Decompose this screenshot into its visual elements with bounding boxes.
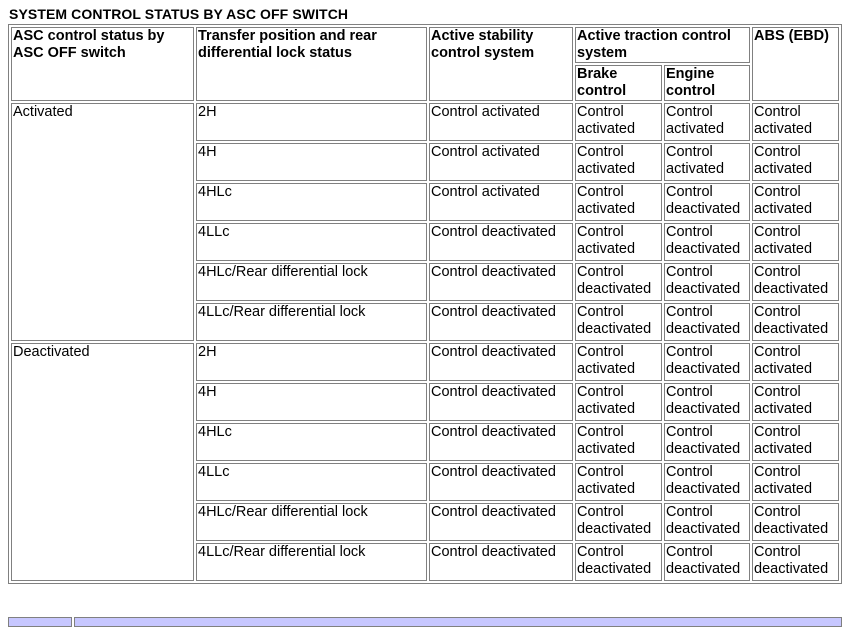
- engine-cell: Control deactivated: [664, 383, 750, 421]
- transfer-cell: 4HLc/Rear differential lock: [196, 503, 427, 541]
- table-row: [11, 343, 839, 381]
- stability-cell: Control deactivated: [429, 543, 573, 581]
- brake-cell: Control deactivated: [575, 503, 662, 541]
- abs-cell: Control activated: [752, 143, 839, 181]
- next-table-header-cell: [8, 617, 72, 627]
- table-row: [11, 103, 839, 141]
- header-active-traction-control: Active traction control system: [575, 27, 750, 63]
- brake-cell: Control activated: [575, 183, 662, 221]
- abs-cell: Control activated: [752, 223, 839, 261]
- table-body: [11, 103, 839, 581]
- engine-cell: Control deactivated: [664, 423, 750, 461]
- stability-cell: Control deactivated: [429, 463, 573, 501]
- abs-cell: Control deactivated: [752, 263, 839, 301]
- engine-cell: Control activated: [664, 103, 750, 141]
- engine-cell: Control deactivated: [664, 263, 750, 301]
- abs-cell: Control activated: [752, 463, 839, 501]
- transfer-cell: 4HLc: [196, 423, 427, 461]
- transfer-cell: 4H: [196, 383, 427, 421]
- stability-cell: Control deactivated: [429, 343, 573, 381]
- brake-cell: Control activated: [575, 223, 662, 261]
- transfer-cell: 4HLc: [196, 183, 427, 221]
- brake-cell: Control activated: [575, 463, 662, 501]
- asc-status-cell: Activated: [11, 103, 194, 341]
- brake-cell: Control deactivated: [575, 543, 662, 581]
- engine-cell: Control activated: [664, 143, 750, 181]
- stability-cell: Control activated: [429, 103, 573, 141]
- header-transfer-position: Transfer position and rear differential lock status: [196, 27, 427, 101]
- engine-cell: Control deactivated: [664, 183, 750, 221]
- abs-cell: Control deactivated: [752, 543, 839, 581]
- brake-cell: Control activated: [575, 143, 662, 181]
- header-active-stability-control: Active stability control system: [429, 27, 573, 101]
- engine-cell: Control deactivated: [664, 543, 750, 581]
- stability-cell: Control deactivated: [429, 503, 573, 541]
- transfer-cell: 4H: [196, 143, 427, 181]
- header-abs-ebd: ABS (EBD): [752, 27, 839, 101]
- brake-cell: Control activated: [575, 423, 662, 461]
- header-asc-control-status: ASC control status by ASC OFF switch: [11, 27, 194, 101]
- abs-cell: Control activated: [752, 343, 839, 381]
- stability-cell: Control deactivated: [429, 263, 573, 301]
- transfer-cell: 4LLc/Rear differential lock: [196, 543, 427, 581]
- transfer-cell: 4LLc: [196, 463, 427, 501]
- brake-cell: Control deactivated: [575, 263, 662, 301]
- abs-cell: Control activated: [752, 183, 839, 221]
- abs-cell: Control deactivated: [752, 503, 839, 541]
- engine-cell: Control deactivated: [664, 503, 750, 541]
- table-header: [11, 27, 839, 101]
- abs-cell: Control activated: [752, 383, 839, 421]
- stability-cell: Control deactivated: [429, 423, 573, 461]
- transfer-cell: 4HLc/Rear differential lock: [196, 263, 427, 301]
- system-control-status-table: [8, 24, 842, 584]
- transfer-cell: 2H: [196, 103, 427, 141]
- stability-cell: Control deactivated: [429, 223, 573, 261]
- transfer-cell: 2H: [196, 343, 427, 381]
- engine-cell: Control deactivated: [664, 343, 750, 381]
- abs-cell: Control activated: [752, 103, 839, 141]
- brake-cell: Control deactivated: [575, 303, 662, 341]
- stability-cell: Control deactivated: [429, 383, 573, 421]
- engine-cell: Control deactivated: [664, 303, 750, 341]
- abs-cell: Control activated: [752, 423, 839, 461]
- engine-cell: Control deactivated: [664, 463, 750, 501]
- transfer-cell: 4LLc/Rear differential lock: [196, 303, 427, 341]
- engine-cell: Control deactivated: [664, 223, 750, 261]
- header-engine-control: Engine control: [664, 65, 750, 101]
- next-table-header-band: [8, 617, 842, 625]
- stability-cell: Control activated: [429, 183, 573, 221]
- asc-status-cell: Deactivated: [11, 343, 194, 581]
- stability-cell: Control activated: [429, 143, 573, 181]
- brake-cell: Control activated: [575, 343, 662, 381]
- page-title: SYSTEM CONTROL STATUS BY ASC OFF SWITCH: [9, 6, 349, 22]
- next-table-header-cell: [74, 617, 842, 627]
- brake-cell: Control activated: [575, 383, 662, 421]
- brake-cell: Control activated: [575, 103, 662, 141]
- transfer-cell: 4LLc: [196, 223, 427, 261]
- abs-cell: Control deactivated: [752, 303, 839, 341]
- stability-cell: Control deactivated: [429, 303, 573, 341]
- header-brake-control: Brake control: [575, 65, 662, 101]
